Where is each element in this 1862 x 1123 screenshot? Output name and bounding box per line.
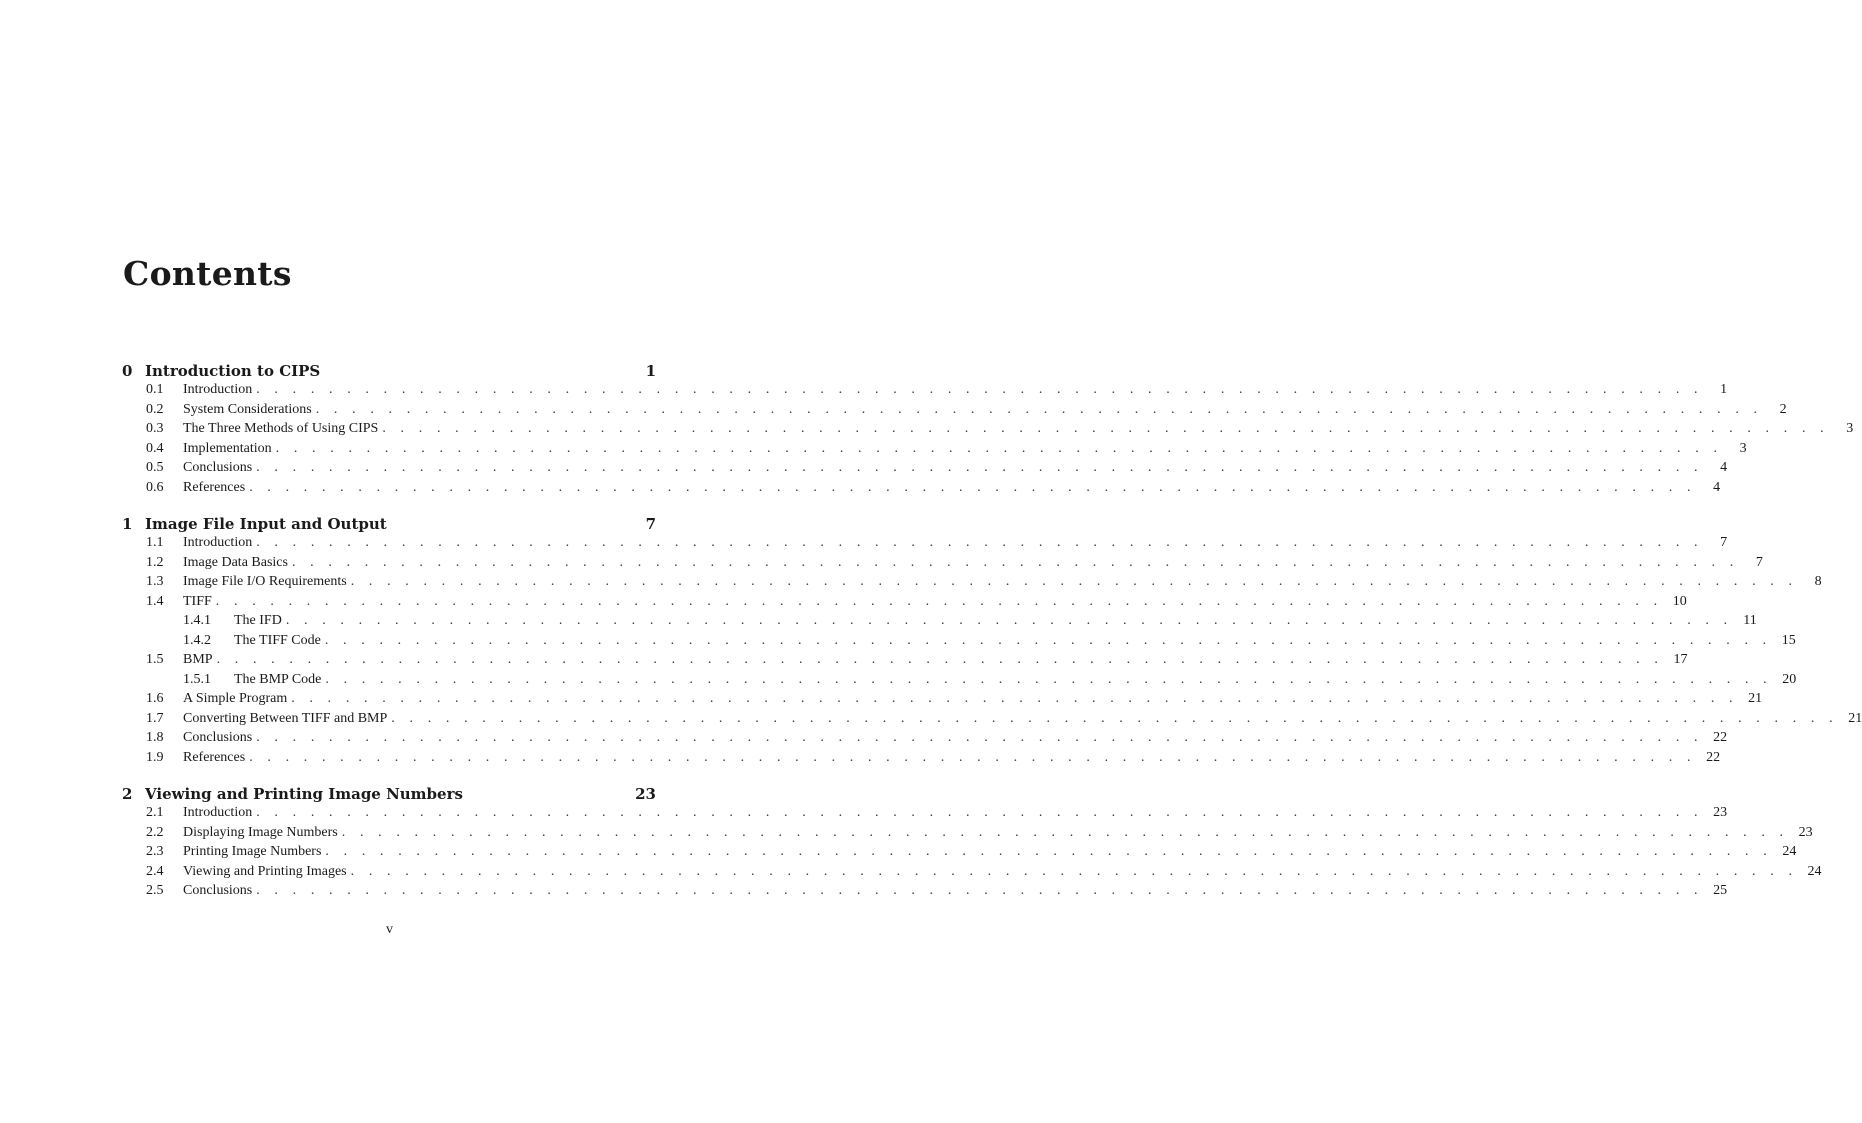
entry-number: 0.5 xyxy=(146,460,164,475)
section-entry[interactable] xyxy=(122,574,1822,594)
entry-title[interactable]: TIFF xyxy=(183,593,212,609)
entry-title[interactable]: Conclusions xyxy=(183,883,253,898)
entry-number: 2.2 xyxy=(146,824,164,840)
entry-title[interactable]: Introduction to CIPS xyxy=(145,362,321,380)
entry-page-number: 8 xyxy=(1814,574,1822,589)
entry-number: 1.4.1 xyxy=(183,613,211,628)
entry-title[interactable]: Image File Input and Output xyxy=(145,515,387,533)
entry-number: 2.3 xyxy=(146,844,164,859)
entry-number: 0.4 xyxy=(146,440,164,456)
entry-title[interactable]: Viewing and Printing Image Numbers xyxy=(145,785,463,803)
entry-page-number: 24 xyxy=(1807,863,1822,879)
section-entry[interactable] xyxy=(122,730,1728,750)
entry-page-number: 21 xyxy=(1748,691,1763,706)
entry-number: 1.5 xyxy=(146,652,164,667)
chapter-entry[interactable] xyxy=(122,362,656,382)
section-entry[interactable] xyxy=(122,421,1854,441)
dot-leader: . . . . . . . . . . . . . . . . . . . . . . . . . . . . . . . . . . . . . . . . . . . . . . . . . . . . . . . . . . . . . . . . . . . . . . . . . . . . . . . . xyxy=(256,805,1704,820)
entry-page-number: 21 xyxy=(1848,710,1862,726)
entry-number: 2.4 xyxy=(146,863,164,879)
entry-title[interactable]: Image File I/O Requirements xyxy=(183,574,347,589)
section-entry[interactable] xyxy=(122,710,1862,731)
entry-page-number: 1 xyxy=(1720,382,1728,397)
entry-number: 1.8 xyxy=(146,730,164,745)
entry-page-number: 3 xyxy=(1846,421,1854,436)
section-entry[interactable] xyxy=(122,652,1688,672)
entry-page-number: 7 xyxy=(1720,535,1728,550)
entry-page-number: 23 xyxy=(635,785,656,803)
subsection-entry[interactable] xyxy=(122,632,1796,653)
section-entry[interactable] xyxy=(122,824,1813,845)
entry-title[interactable]: Introduction xyxy=(183,805,253,820)
dot-leader: . . . . . . . . . . . . . . . . . . . . . . . . . . . . . . . . . . . . . . . . . . . . . . . . . . . . . . . . . . . . . . . . . . . . . . . . . . . . . . . . xyxy=(285,613,1733,628)
entry-page-number: 17 xyxy=(1673,652,1688,667)
dot-leader: . . . . . . . . . . . . . . . . . . . . . . . . . . . . . . . . . . . . . . . . . . . . . . . . . . . . . . . . . . . . . . . . . . . . . . . . . . . . . . . . xyxy=(341,824,1789,840)
page-number-footer: v xyxy=(386,922,393,937)
table-of-contents xyxy=(122,362,1862,919)
entry-page-number: 25 xyxy=(1713,883,1728,898)
section-entry[interactable] xyxy=(122,863,1822,884)
entry-title[interactable]: Converting Between TIFF and BMP xyxy=(183,710,388,726)
toc-chapter xyxy=(122,515,1862,769)
entry-number: 1.9 xyxy=(146,749,164,765)
entry-page-number: 11 xyxy=(1743,613,1757,628)
entry-page-number: 3 xyxy=(1739,440,1747,456)
entry-title[interactable]: BMP xyxy=(183,652,213,667)
entry-number: 2 xyxy=(122,785,133,803)
entry-number: 1.1 xyxy=(146,535,164,550)
entry-page-number: 4 xyxy=(1720,460,1728,475)
chapter-entry[interactable] xyxy=(122,515,656,535)
dot-leader: . . . . . . . . . . . . . . . . . . . . . . . . . . . . . . . . . . . . . . . . . . . . . . . . . . . . . . . . . . . . . . . . . . . . . . . . . . . . . . . . xyxy=(324,632,1772,648)
dot-leader: . . . . . . . . . . . . . . . . . . . . . . . . . . . . . . . . . . . . . . . . . . . . . . . . . . . . . . . . . . . . . . . . . . . . . . . . . . . . . . . . xyxy=(215,593,1663,609)
section-entry[interactable] xyxy=(122,883,1728,903)
entry-title[interactable]: Implementation xyxy=(183,440,272,456)
dot-leader: . . . . . . . . . . . . . . . . . . . . . . . . . . . . . . . . . . . . . . . . . . . . . . . . . . . . . . . . . . . . . . . . . . . . . . . . . . . . . . . . xyxy=(249,479,1697,495)
entry-title[interactable]: System Considerations xyxy=(183,401,312,417)
toc-chapter xyxy=(122,785,1822,903)
dot-leader: . . . . . . . . . . . . . . . . . . . . . . . . . . . . . . . . . . . . . . . . . . . . . . . . . . . . . . . . . . . . . . . . . . . . . . . . . . . . . . . . xyxy=(256,460,1704,475)
entry-title[interactable]: Introduction xyxy=(183,382,253,397)
dot-leader: . . . . . . . . . . . . . . . . . . . . . . . . . . . . . . . . . . . . . . . . . . . . . . . . . . . . . . . . . . . . . . . . . . . . . . . . . . . . . . . . xyxy=(325,671,1773,687)
dot-leader: . . . . . . . . . . . . . . . . . . . . . . . . . . . . . . . . . . . . . . . . . . . . . . . . . . . . . . . . . . . . . . . . . . . . . . . . . . . . . . . . xyxy=(256,535,1704,550)
entry-number: 0 xyxy=(122,362,133,380)
section-entry[interactable] xyxy=(122,460,1728,480)
section-entry[interactable] xyxy=(122,479,1721,500)
entry-number: 1.6 xyxy=(146,691,164,706)
section-entry[interactable] xyxy=(122,554,1763,575)
dot-leader: . . . . . . . . . . . . . . . . . . . . . . . . . . . . . . . . . . . . . . . . . . . . . . . . . . . . . . . . . . . . . . . . . . . . . . . . . . . . . . . . xyxy=(325,844,1773,859)
entry-title[interactable]: Introduction xyxy=(183,535,253,550)
dot-leader: . . . . . . . . . . . . . . . . . . . . . . . . . . . . . . . . . . . . . . . . . . . . . . . . . . . . . . . . . . . . . . . . . . . . . . . . . . . . . . . . xyxy=(256,883,1704,898)
entry-number: 1.3 xyxy=(146,574,164,589)
entry-title[interactable]: Conclusions xyxy=(183,460,253,475)
page-title: Contents xyxy=(123,254,292,293)
entry-page-number: 23 xyxy=(1713,805,1728,820)
entry-number: 0.2 xyxy=(146,401,164,417)
section-entry[interactable] xyxy=(122,382,1728,402)
chapter-entry[interactable] xyxy=(122,785,656,805)
entry-title[interactable]: Printing Image Numbers xyxy=(183,844,322,859)
entry-page-number: 23 xyxy=(1798,824,1813,840)
entry-page-number: 10 xyxy=(1672,593,1687,609)
subsection-entry[interactable] xyxy=(122,671,1797,692)
entry-page-number: 22 xyxy=(1706,749,1721,765)
section-entry[interactable] xyxy=(122,593,1687,614)
entry-number: 1.4.2 xyxy=(183,632,211,648)
dot-leader: . . . . . . . . . . . . . . . . . . . . . . . . . . . . . . . . . . . . . . . . . . . . . . . . . . . . . . . . . . . . . . . . . . . . . . . . . . . . . . . . xyxy=(291,554,1739,570)
entry-number: 2.1 xyxy=(146,805,164,820)
entry-title[interactable]: The BMP Code xyxy=(234,671,322,687)
section-entry[interactable] xyxy=(122,691,1763,711)
entry-title[interactable]: References xyxy=(183,479,246,495)
section-entry[interactable] xyxy=(122,844,1797,864)
entry-title[interactable]: The IFD xyxy=(234,613,282,628)
entry-title[interactable]: Image Data Basics xyxy=(183,554,288,570)
entry-number: 2.5 xyxy=(146,883,164,898)
dot-leader: . . . . . . . . . . . . . . . . . . . . . . . . . . . . . . . . . . . . . . . . . . . . . . . . . . . . . . . . . . . . . . . . . . . . . . . . . . . . . . . . xyxy=(256,382,1704,397)
dot-leader: . . . . . . . . . . . . . . . . . . . . . . . . . . . . . . . . . . . . . . . . . . . . . . . . . . . . . . . . . . . . . . . . . . . . . . . . . . . . . . . . xyxy=(315,401,1763,417)
entry-page-number: 4 xyxy=(1713,479,1721,495)
dot-leader: . . . . . . . . . . . . . . . . . . . . . . . . . . . . . . . . . . . . . . . . . . . . . . . . . . . . . . . . . . . . . . . . . . . . . . . . . . . . . . . . xyxy=(382,421,1830,436)
section-entry[interactable] xyxy=(122,535,1728,555)
entry-number: 1 xyxy=(122,515,133,533)
entry-title[interactable]: References xyxy=(183,749,246,765)
dot-leader: . . . . . . . . . . . . . . . . . . . . . . . . . . . . . . . . . . . . . . . . . . . . . . . . . . . . . . . . . . . . . . . . . . . . . . . . . . . . . . . . xyxy=(249,749,1697,765)
dot-leader: . . . . . . . . . . . . . . . . . . . . . . . . . . . . . . . . . . . . . . . . . . . . . . . . . . . . . . . . . . . . . . . . . . . . . . . . . . . . . . . . xyxy=(350,574,1798,589)
entry-number: 1.4 xyxy=(146,593,164,609)
dot-leader: . . . . . . . . . . . . . . . . . . . . . . . . . . . . . . . . . . . . . . . . . . . . . . . . . . . . . . . . . . . . . . . . . . . . . . . . . . . . . . . . xyxy=(256,730,1704,745)
subsection-entry[interactable] xyxy=(122,613,1757,633)
entry-page-number: 24 xyxy=(1782,844,1797,859)
section-entry[interactable] xyxy=(122,401,1787,422)
entry-number: 1.5.1 xyxy=(183,671,211,687)
entry-number: 1.2 xyxy=(146,554,164,570)
dot-leader: . . . . . . . . . . . . . . . . . . . . . . . . . . . . . . . . . . . . . . . . . . . . . . . . . . . . . . . . . . . . . . . . . . . . . . . . . . . . . . . . xyxy=(291,691,1739,706)
section-entry[interactable] xyxy=(122,440,1747,461)
dot-leader: . . . . . . . . . . . . . . . . . . . . . . . . . . . . . . . . . . . . . . . . . . . . . . . . . . . . . . . . . . . . . . . . . . . . . . . . . . . . . . . . xyxy=(275,440,1723,456)
dot-leader: . . . . . . . . . . . . . . . . . . . . . . . . . . . . . . . . . . . . . . . . . . . . . . . . . . . . . . . . . . . . . . . . . . . . . . . . . . . . . . . . xyxy=(350,863,1798,879)
dot-leader: . . . . . . . . . . . . . . . . . . . . . . . . . . . . . . . . . . . . . . . . . . . . . . . . . . . . . . . . . . . . . . . . . . . . . . . . . . . . . . . . xyxy=(216,652,1664,667)
entry-title[interactable]: Conclusions xyxy=(183,730,253,745)
entry-page-number: 7 xyxy=(645,515,656,533)
toc-chapter xyxy=(122,362,1854,499)
entry-number: 0.1 xyxy=(146,382,164,397)
section-entry[interactable] xyxy=(122,749,1721,770)
entry-page-number: 7 xyxy=(1755,554,1763,570)
entry-number: 1.7 xyxy=(146,710,164,726)
entry-page-number: 22 xyxy=(1713,730,1728,745)
entry-title[interactable]: The Three Methods of Using CIPS xyxy=(183,421,379,436)
entry-page-number: 20 xyxy=(1782,671,1797,687)
entry-title[interactable]: Displaying Image Numbers xyxy=(183,824,338,840)
entry-page-number: 1 xyxy=(645,362,656,380)
entry-page-number: 2 xyxy=(1779,401,1787,417)
entry-number: 0.3 xyxy=(146,421,164,436)
entry-title[interactable]: Viewing and Printing Images xyxy=(183,863,347,879)
entry-title[interactable]: The TIFF Code xyxy=(234,632,321,648)
entry-number: 0.6 xyxy=(146,479,164,495)
section-entry[interactable] xyxy=(122,805,1728,825)
entry-page-number: 15 xyxy=(1781,632,1796,648)
dot-leader: . . . . . . . . . . . . . . . . . . . . . . . . . . . . . . . . . . . . . . . . . . . . . . . . . . . . . . . . . . . . . . . . . . . . . . . . . . . . . . . . xyxy=(391,710,1839,726)
entry-title[interactable]: A Simple Program xyxy=(183,691,288,706)
